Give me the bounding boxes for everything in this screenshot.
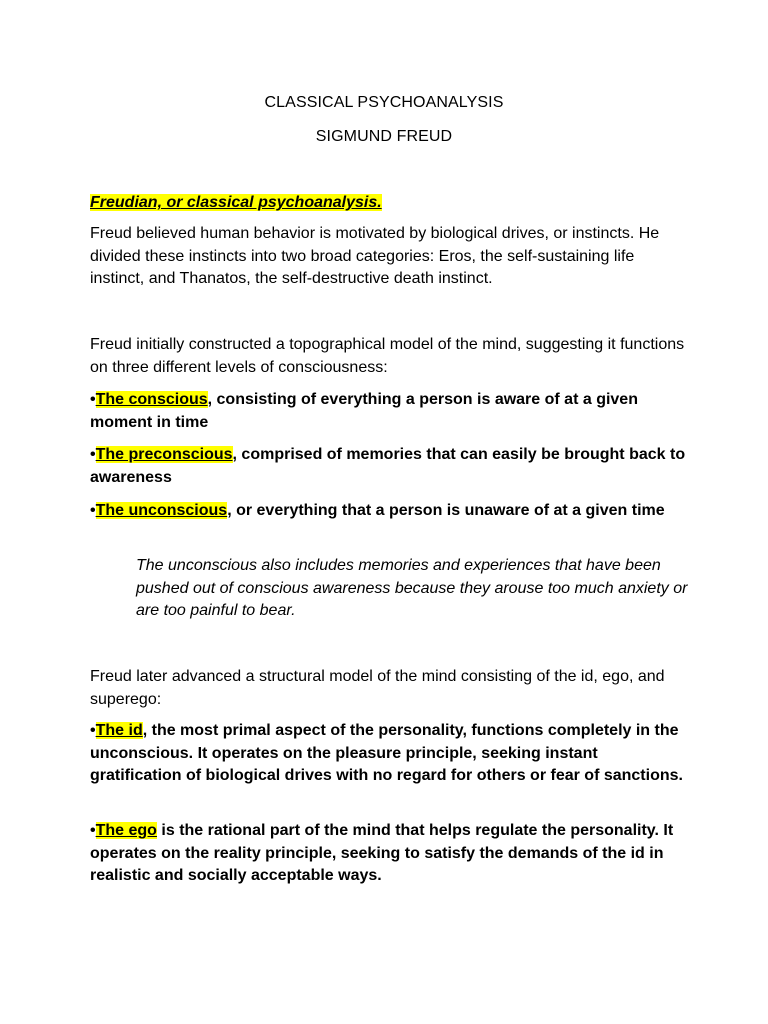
- bullet-ego: [90, 820, 690, 888]
- term-id: The id: [95, 722, 143, 739]
- bullet-marker: •: [90, 822, 96, 839]
- section-heading: [90, 192, 690, 215]
- document-subtitle: SIGMUND FREUD: [315, 128, 453, 145]
- bullet-marker: •: [90, 391, 96, 408]
- term-preconscious: The preconscious: [95, 446, 233, 463]
- bullet-conscious: [90, 389, 690, 434]
- bullet-marker: •: [90, 722, 96, 739]
- bullet-text: , consisting of everything a person is aware of at a given moment in time: [90, 391, 638, 431]
- bullet-preconscious: [90, 444, 690, 489]
- bullet-unconscious: [90, 500, 690, 523]
- bullet-text: , the most primal aspect of the personality, functions completely in the unconscious. It operates on the pleasure principle, seeking instant gratification of biological drives with no regard for others or fear of sanctions.: [90, 722, 683, 784]
- term-ego: The ego: [95, 822, 157, 839]
- bullet-text: is the rational part of the mind that helps regulate the personality. It operates on the reality principle, seeking to satisfy the demands of the id in realistic and socially acceptable ways.: [90, 822, 674, 884]
- paragraph-topographical-model: Freud initially constructed a topographical model of the mind, suggesting it functions on three different levels of consciousness:: [90, 336, 685, 376]
- term-conscious: The conscious: [95, 391, 208, 408]
- bullet-text: , or everything that a person is unaware of at a given time: [227, 502, 665, 519]
- document-title: CLASSICAL PSYCHOANALYSIS: [264, 94, 504, 111]
- paragraph-instincts: Freud believed human behavior is motivated by biological drives, or instincts. He divided these instincts into two broad categories: Eros, the self-sustaining life instinct, and Thanatos, the self-destructive death instinct.: [90, 225, 660, 287]
- bullet-marker: •: [90, 502, 96, 519]
- section-heading-text: Freudian, or classical psychoanalysis.: [90, 194, 382, 211]
- term-unconscious: The unconscious: [95, 502, 228, 519]
- bullet-id: [90, 720, 690, 788]
- bullet-text: , comprised of memories that can easily be brought back to awareness: [90, 446, 686, 486]
- paragraph-structural-model: Freud later advanced a structural model of the mind consisting of the id, ego, and superego:: [90, 668, 665, 708]
- quote-unconscious: The unconscious also includes memories and experiences that have been pushed out of conscious awareness because they arouse too much anxiety or are too painful to bear.: [136, 557, 688, 619]
- bullet-marker: •: [90, 446, 96, 463]
